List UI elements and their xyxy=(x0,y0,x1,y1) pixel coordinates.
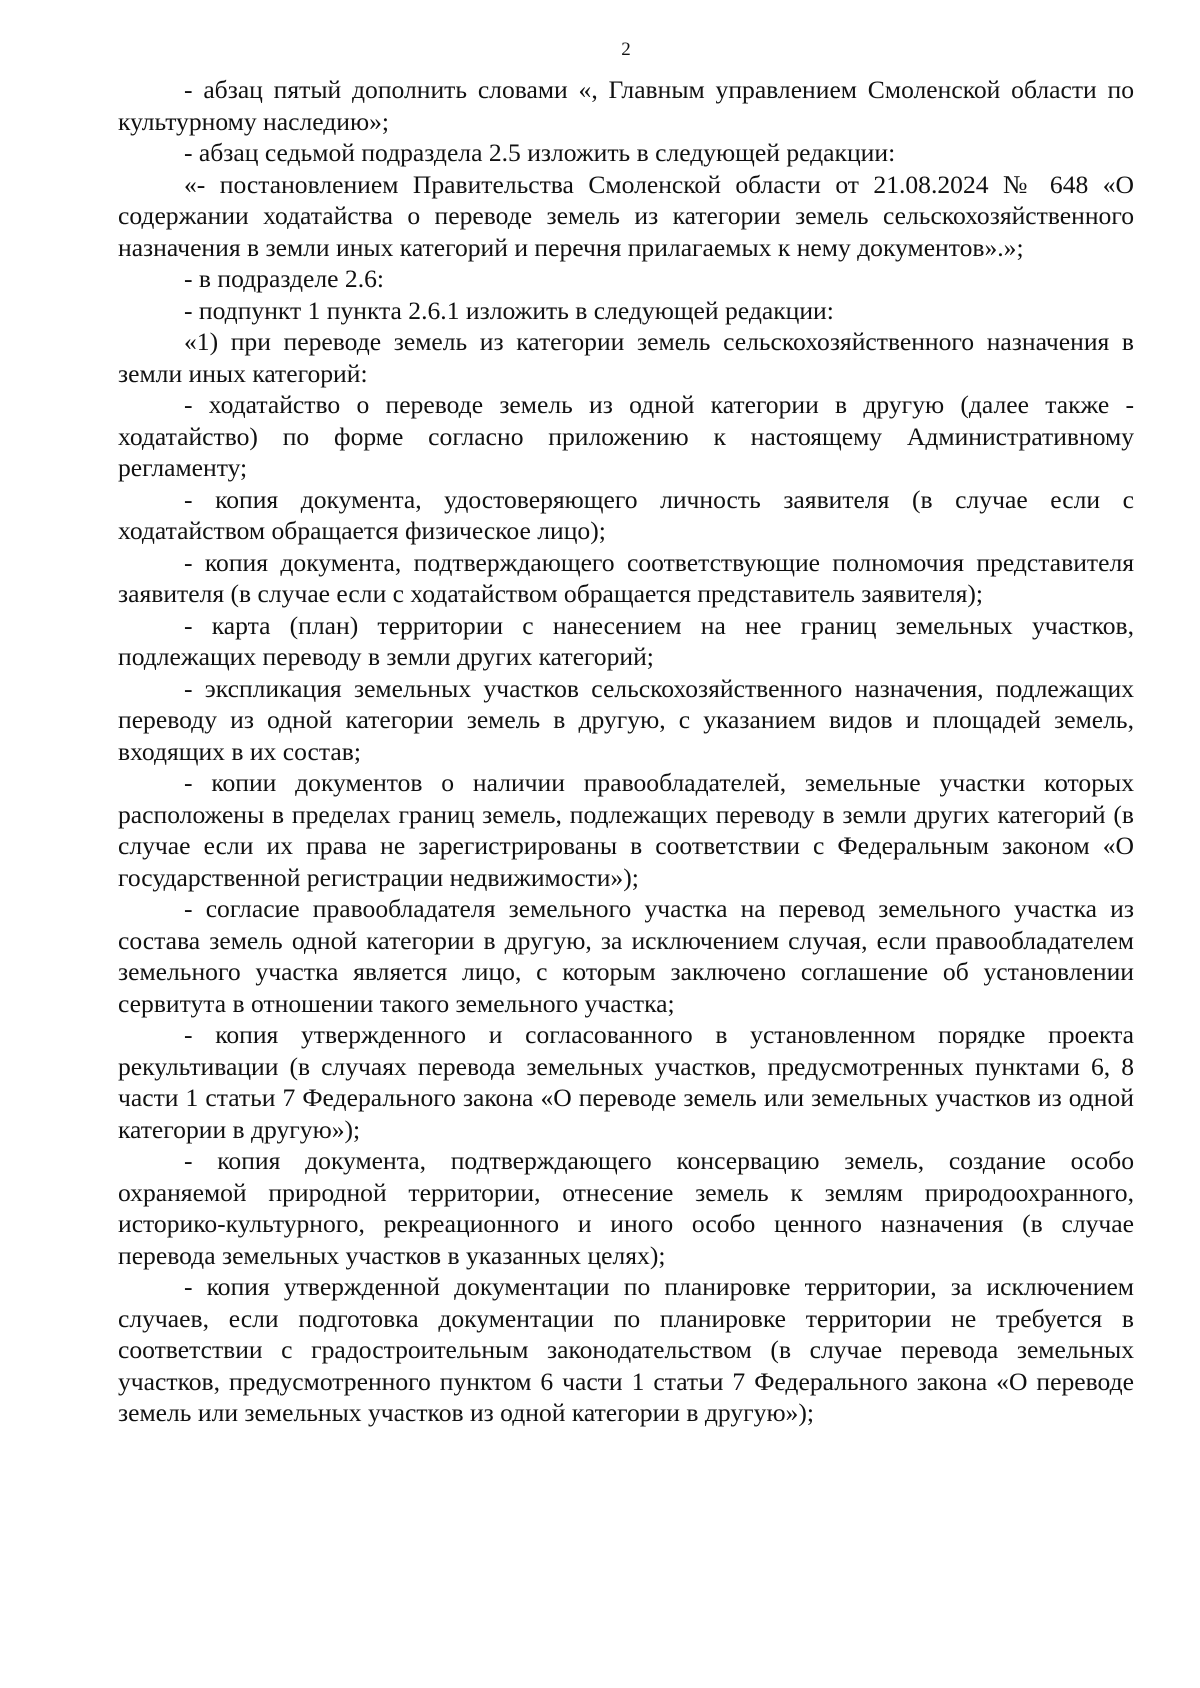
paragraph-14: - копия утвержденного и согласованного в установленном порядке проекта рекультивации (в случаях перевода земельных участков, предусмотренных пунктами 6, 8 части 1 статьи 7 Федерального закона «О переводе земель или земельных участков из одной категории в другую»); xyxy=(118,1020,1134,1144)
paragraph-11: - экспликация земельных участков сельскохозяйственного назначения, подлежащих переводу из одной категории земель в другую, с указанием видов и площадей земель, входящих в их состав; xyxy=(118,673,1134,766)
paragraph-9: - копия документа, подтверждающего соответствующие полномочия представителя заявителя (в случае если с ходатайством обращается представитель заявителя); xyxy=(118,547,1134,608)
paragraph-13: - согласие правообладателя земельного участка на перевод земельного участка из состава земель одной категории в другую, за исключением случая, если правообладателем земельного участка является лицо, с которым заключено соглашение об установлении сервитута в отношении такого земельного участка; xyxy=(118,894,1134,1018)
paragraph-5: - подпункт 1 пункта 2.6.1 изложить в следующей редакции: xyxy=(184,295,834,325)
paragraph-2: - абзац седьмой подраздела 2.5 изложить в следующей редакции: xyxy=(184,138,896,167)
paragraph-10: - карта (план) территории с нанесением на нее границ земельных участков, подлежащих переводу в земли других категорий; xyxy=(118,610,1134,671)
paragraph-7: - ходатайство о переводе земель из одной категории в другую (далее также - ходатайство) по форме согласно приложению к настоящему Административному регламенту; xyxy=(118,390,1134,482)
paragraph-1: - абзац пятый дополнить словами «, Главным управлением Смоленской области по культурному наследию»; xyxy=(118,75,1134,136)
paragraph-12: - копии документов о наличии правообладателей, земельные участки которых расположены в пределах границ земель, подлежащих переводу в земли других категорий (в случае если их права не зарегистрированы в соответствии с Федеральным законом «О государственной регистрации недвижимости»); xyxy=(118,768,1134,892)
page-number: 2 xyxy=(621,39,631,60)
paragraph-15: - копия документа, подтверждающего консервацию земель, создание особо охраняемой природной территории, отнесение земель к землям природоохранного, историко-культурного, рекреационного и иного особо ценного назначения (в случае перевода земельных участков в указанных целях); xyxy=(118,1146,1134,1270)
paragraph-3: «- постановлением Правительства Смоленской области от 21.08.2024 № 648 «О содержании ходатайства о переводе земель из категории земель сельскохозяйственного назначения в земли иных категорий и перечня прилагаемых к нему документов».»; xyxy=(118,169,1134,262)
paragraph-6: «1) при переводе земель из категории земель сельскохозяйственного назначения в земли иных категорий: xyxy=(118,327,1134,388)
document-page xyxy=(118,30,1134,1429)
paragraph-8: - копия документа, удостоверяющего личность заявителя (в случае если с ходатайством обращается физическое лицо); xyxy=(118,484,1134,545)
paragraph-16: - копия утвержденной документации по планировке территории, за исключением случаев, если подготовка документации по планировке территории не требуется в соответствии с градостроительным законодательством (в случае перевода земельных участков, предусмотренного пунктом 6 части 1 статьи 7 Федерального закона «О переводе земель или земельных участков из одной категории в другую»); xyxy=(118,1272,1134,1427)
paragraph-4: - в подразделе 2.6: xyxy=(184,264,385,293)
